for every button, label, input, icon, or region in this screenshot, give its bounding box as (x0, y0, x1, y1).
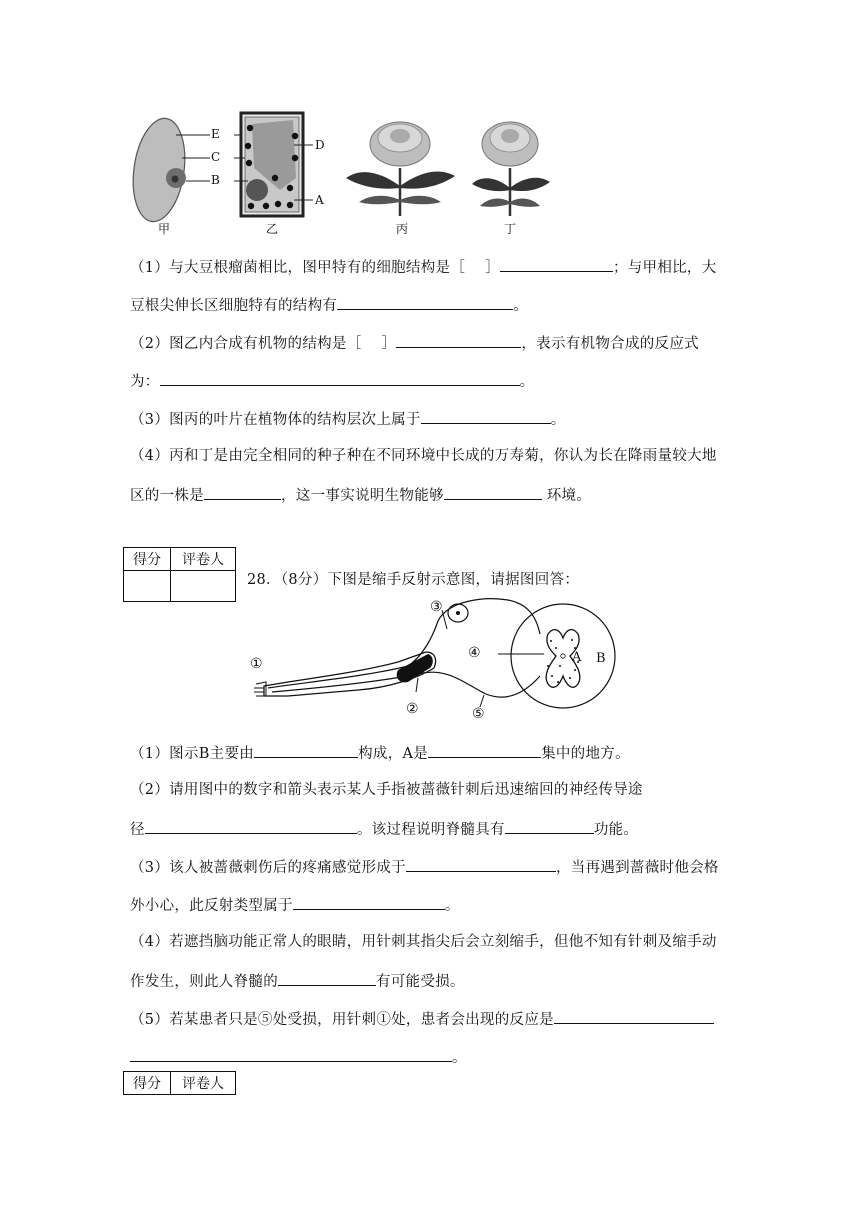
answer-blank[interactable] (554, 1008, 714, 1024)
label-c: C (211, 150, 221, 164)
cells-plants-illustration (130, 108, 560, 236)
answer-blank[interactable] (444, 484, 542, 500)
reflex-label-1: ① (250, 656, 263, 672)
reflex-label-a: A (572, 650, 582, 665)
label-b: B (211, 173, 220, 187)
label-d: D (315, 138, 325, 152)
caption-jia: 甲 (158, 222, 171, 236)
answer-blank[interactable] (254, 742, 358, 758)
q28-part5-line1: （5）若某患者只是⑤处受损，用针刺①处，患者会出现的反应是 (130, 1008, 714, 1030)
reflex-label-5: ⑤ (472, 706, 485, 722)
q28-part3-line2: 外小心，此反射类型属于 。 (130, 894, 460, 916)
grader-header: 评卷人 (171, 1072, 236, 1095)
q28-part5-line2: 。 (130, 1046, 467, 1068)
score-box (123, 547, 236, 602)
reflex-label-4: ④ (468, 645, 481, 661)
score-box-2 (123, 1071, 236, 1095)
answer-blank[interactable] (204, 484, 281, 500)
score-cell[interactable] (124, 571, 171, 602)
answer-blank[interactable] (500, 256, 613, 272)
q28-part2-line2: 径 。该过程说明脊髓具有 功能。 (130, 818, 638, 840)
label-a: A (315, 193, 324, 207)
q28-part4-line1: （4）若遮挡脑功能正常人的眼睛，用针刺其指尖后会立刻缩手，但他不知有针刺及缩手动 (130, 934, 717, 950)
q28-part1: （1）图示B主要由 构成，A是 集中的地方。 (130, 742, 630, 764)
score-header: 得分 (124, 1072, 171, 1095)
answer-blank[interactable] (505, 818, 594, 834)
label-e: E (211, 127, 220, 141)
q28-part2-line1: （2）请用图中的数字和箭头表示某人手指被蔷薇针刺后迅速缩回的神经传导途 (130, 782, 643, 798)
reflex-arc-illustration (248, 596, 620, 724)
caption-ding: 丁 (504, 222, 517, 236)
answer-blank[interactable] (337, 294, 513, 310)
answer-blank[interactable] (145, 818, 357, 834)
q28-part4-line2: 作发生，则此人脊髓的 有可能受损。 (130, 970, 465, 992)
q27-part2-line1: （2）图乙内合成有机物的结构是［ ］ ，表示有机物合成的反应式 (130, 332, 699, 354)
caption-bing: 丙 (396, 222, 409, 236)
q27-part2-line2: 为： 。 (130, 370, 534, 392)
answer-blank[interactable] (428, 742, 541, 758)
answer-blank[interactable] (293, 894, 445, 910)
answer-blank[interactable] (406, 856, 556, 872)
answer-blank[interactable] (130, 1046, 452, 1062)
figure-reflex-arc (248, 596, 620, 724)
answer-blank[interactable] (160, 370, 520, 386)
answer-blank[interactable] (421, 408, 551, 424)
grader-header: 评卷人 (171, 548, 236, 571)
reflex-label-b: B (596, 651, 606, 666)
q27-part4-line2: 区的一株是 ，这一事实说明生物能够 环境。 (130, 484, 591, 506)
q28-part3-line1: （3）该人被蔷薇刺伤后的疼痛感觉形成于 ，当再遇到蔷薇时他会格 (130, 856, 719, 878)
caption-yi: 乙 (266, 222, 279, 236)
q27-part1-line2: 豆根尖伸长区细胞特有的结构有 。 (130, 294, 528, 316)
reflex-label-3: ③ (430, 599, 443, 615)
answer-blank[interactable] (396, 332, 521, 348)
q27-part1-line1: （1）与大豆根瘤菌相比，图甲特有的细胞结构是［ ］ ；与甲相比，大 (130, 256, 717, 278)
reflex-label-2: ② (406, 701, 419, 717)
grader-cell[interactable] (171, 571, 236, 602)
score-header: 得分 (124, 548, 171, 571)
answer-blank[interactable] (278, 970, 376, 986)
q27-part4-line1: （4）丙和丁是由完全相同的种子种在不同环境中长成的万寿菊，你认为长在降雨量较大地 (130, 448, 717, 464)
figure-cells-plants (130, 108, 560, 236)
q28-title: 28．（8分）下图是缩手反射示意图，请据图回答： (247, 572, 580, 588)
q27-part3: （3）图丙的叶片在植物体的结构层次上属于 。 (130, 408, 566, 430)
